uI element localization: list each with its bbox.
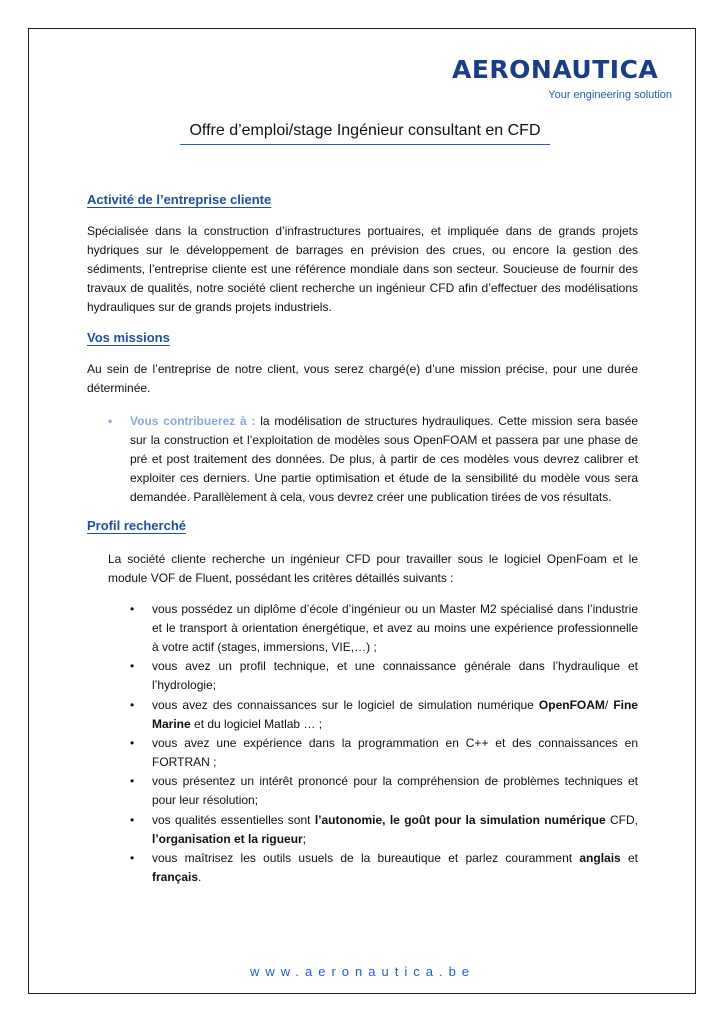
item-text: vous présentez un intérêt prononcé pour la compréhension de problèmes techniques et pour leur résolution;: [152, 774, 638, 807]
item-text: .: [198, 870, 202, 884]
bullet-dot: •: [130, 774, 135, 788]
profil-item: [152, 657, 638, 695]
item-bold: l’autonomie, le goût pour la simulation numérique: [314, 813, 606, 827]
item-text: vos qualités essentielles sont: [152, 813, 315, 827]
profil-item: [152, 696, 638, 734]
activite-paragraph: Spécialisée dans la construction d’infrastructures portuaires, et impliquée dans de grands projets hydriques sur le développement de barrages en prévision des crues, ou encore la gestion des sédiments, l’entreprise cliente est une référence mondiale dans son secteur. Soucieuse de fournir des travaux de qualités, notre société client recherche un ingénieur CFD afin d’effectuer des modélisations hydrauliques sur de grands projets industriels.: [87, 224, 638, 314]
bullet-dot: •: [130, 698, 135, 712]
item-text: et: [620, 851, 639, 865]
item-text: vous avez des connaissances sur le logiciel de simulation numérique: [152, 698, 539, 712]
profil-item: [152, 772, 638, 810]
item-bold: français: [152, 870, 199, 884]
page-title: Offre d’emploi/stage Ingénieur consultant en CFD: [189, 122, 541, 139]
item-text: CFD,: [605, 813, 638, 827]
profil-intro: La société cliente recherche un ingénieur CFD pour travailler sous le logiciel OpenFoam et le module VOF de Fluent, possédant les critères détaillés suivants :: [108, 552, 638, 585]
profil-item: [152, 734, 638, 772]
bullet-label: Vous contribuerez à :: [130, 414, 256, 428]
profil-item: [152, 600, 638, 657]
item-text: vous maîtrisez les outils usuels de la bureautique et parlez couramment: [152, 851, 580, 865]
profil-item: [152, 811, 638, 849]
profil-item: [152, 849, 638, 887]
missions-bullet: [130, 412, 638, 507]
aeronautica-logo: [452, 55, 672, 105]
item-text: et du logiciel Matlab … ;: [190, 717, 323, 731]
missions-intro: Au sein de l’entreprise de notre client, vous serez chargé(e) d’une mission précise, pour une durée déterminée.: [87, 362, 638, 395]
item-text: vous avez une expérience dans la programmation en C++ et des connaissances en FORTRAN ;: [152, 736, 638, 769]
bullet-dot: •: [130, 659, 135, 673]
item-bold: OpenFOAM: [538, 698, 605, 712]
item-text: ;: [302, 832, 307, 846]
bullet-dot: •: [108, 414, 113, 428]
section-heading-missions: Vos missions: [87, 330, 170, 345]
logo-tagline: Your engineering solution: [548, 89, 672, 101]
item-bold: anglais: [579, 851, 621, 865]
footer-website-link[interactable]: www.aeronautica.be: [249, 964, 476, 979]
bullet-dot: •: [130, 813, 135, 827]
item-bold: Fine Marine: [152, 698, 638, 731]
item-bold: l’organisation et la rigueur: [152, 832, 303, 846]
title-underline: [180, 144, 550, 145]
bullet-dot: •: [130, 851, 135, 865]
item-text: /: [604, 698, 614, 712]
bullet-dot: •: [130, 602, 135, 616]
logo-wordmark: AERONAUTICA: [452, 55, 659, 84]
bullet-dot: •: [130, 736, 135, 750]
item-text: vous avez un profil technique, et une connaissance générale dans l’hydraulique et l’hydrologie;: [152, 659, 638, 692]
section-heading-profil: Profil recherché: [87, 518, 186, 533]
item-text: vous possédez un diplôme d’école d’ingénieur ou un Master M2 spécialisé dans l’industrie et le transport à orientation énergétique, et avez au moins une expérience professionnelle à votre actif (stages, immersions, VIE,…) ;: [152, 602, 638, 654]
bullet-text: la modélisation de structures hydrauliques. Cette mission sera basée sur la construction et l’exploitation de modèles sous OpenFOAM et passera par une phase de pré et post traitement des données. De plus, à partir de ces modèles vous devrez calibrer et exploiter ces derniers. Une partie optimisation et étude de la sensibilité du modèle vous sera demandée. Parallèlement à cela, vous devrez créer une publication tirées de vos résultats.: [130, 414, 638, 504]
section-heading-activite: Activité de l’entreprise cliente: [87, 192, 272, 207]
